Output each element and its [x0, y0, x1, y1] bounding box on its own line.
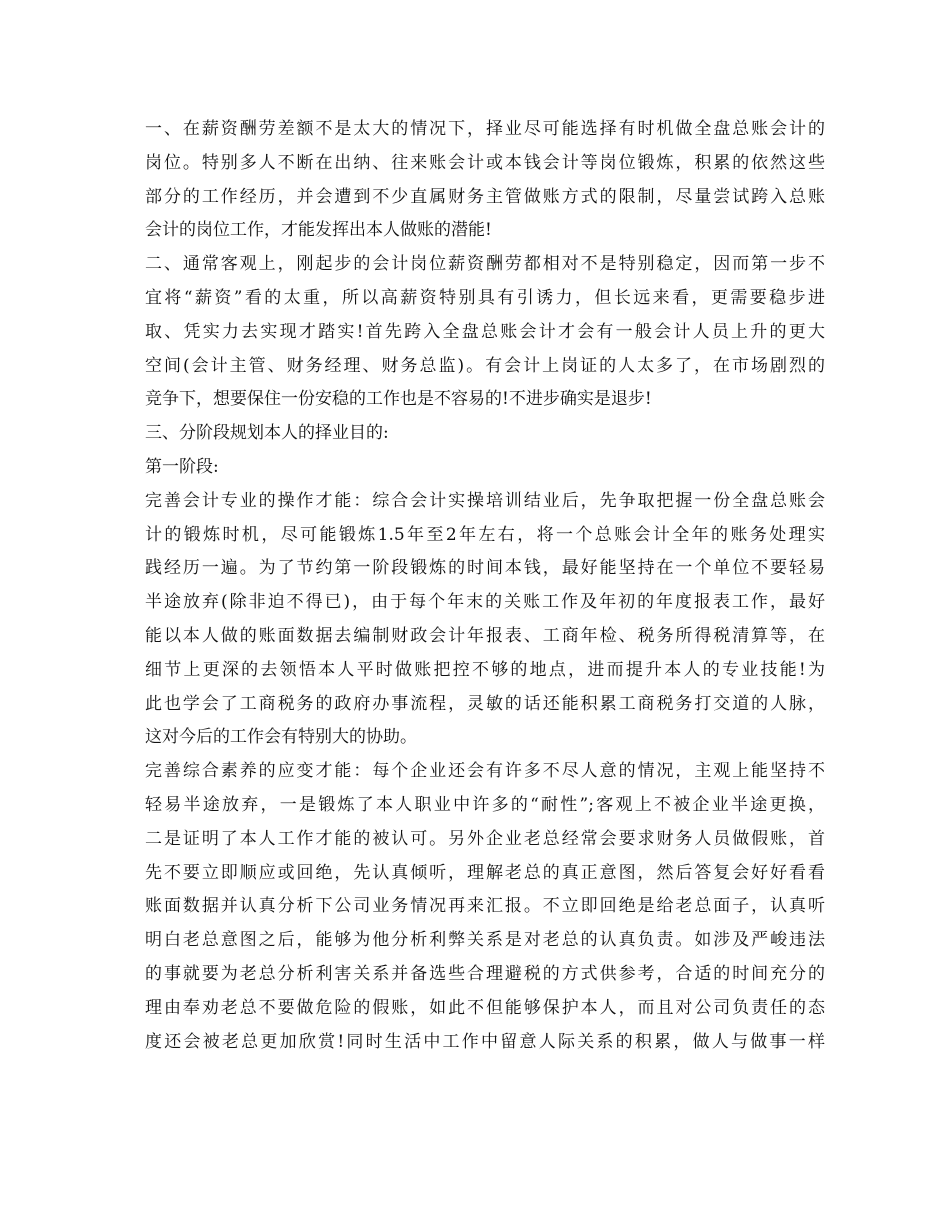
- paragraph-1-line-2: 岗位。特别多人不断在出纳、往来账会计或本钱会计等岗位锻炼，积累的依然这些: [145, 152, 825, 173]
- paragraph-1-line-1: 一、在薪资酬劳差额不是太大的情况下，择业尽可能选择有时机做全盘总账会计的: [145, 119, 825, 139]
- document-body: [145, 113, 825, 1059]
- paragraph-5-line-6: 明白老总意图之后，能够为他分析利弊关系是对老总的认真负责。如涉及严峻违法: [145, 930, 825, 951]
- paragraph-5-line-8: 理由奉劝老总不要做危险的假账，如此不但能够保护本人，而且对公司负责任的态: [145, 997, 825, 1018]
- paragraph-5-line-1: 完善综合素养的应变才能：每个企业还会有许多不尽人意的情况，主观上能坚持不: [145, 761, 825, 782]
- paragraph-4-line-3: 践经历一遍。为了节约第一阶段锻炼的时间本钱，最好能坚持在一个单位不要轻易: [145, 558, 825, 579]
- paragraph-4-line-7: 此也学会了工商税务的政府办事流程，灵敏的话还能积累工商税务打交道的人脉，: [145, 693, 825, 714]
- paragraph-4-line-1: 完善会计专业的操作才能：综合会计实操培训结业后，先争取把握一份全盘总账会: [145, 490, 825, 511]
- paragraph-2-line-2: 宜将“薪资”看的太重，所以高薪资特别具有引诱力，但长远来看，更需要稳步进: [145, 287, 825, 308]
- paragraph-5-line-3: 二是证明了本人工作才能的被认可。另外企业老总经常会要求财务人员做假账，首: [145, 828, 825, 849]
- paragraph-2-line-1: 二、通常客观上，刚起步的会计岗位薪资酬劳都相对不是特别稳定，因而第一步不: [145, 254, 825, 275]
- stage-1-heading: 第一阶段:: [145, 456, 219, 477]
- paragraph-5-line-4: 先不要立即顺应或回绝，先认真倾听，理解老总的真正意图，然后答复会好好看看: [145, 862, 825, 883]
- paragraph-4-line-4: 半途放弃(除非迫不得已)，由于每个年末的关账工作及年初的年度报表工作，最好: [145, 592, 825, 613]
- paragraph-4-line-2: 计的锻炼时机，尽可能锻炼1.5年至2年左右，将一个总账会计全年的账务处理实: [145, 524, 825, 545]
- paragraph-5-line-2: 轻易半途放弃，一是锻炼了本人职业中许多的“耐性”;客观上不被企业半途更换，: [145, 794, 825, 815]
- paragraph-1-line-3: 部分的工作经历，并会遭到不少直属财务主管做账方式的限制，尽量尝试跨入总账: [145, 186, 825, 207]
- paragraph-5-line-9: 度还会被老总更加欣赏!同时生活中工作中留意人际关系的积累，做人与做事一样: [145, 1031, 825, 1052]
- paragraph-5-line-5: 账面数据并认真分析下公司业务情况再来汇报。不立即回绝是给老总面子，认真听: [145, 896, 825, 917]
- section-3-heading: 三、分阶段规划本人的择业目的:: [145, 423, 389, 444]
- paragraph-1-line-4: 会计的岗位工作，才能发挥出本人做账的潜能!: [145, 220, 492, 241]
- paragraph-4-line-6: 细节上更深的去领悟本人平时做账把控不够的地点，进而提升本人的专业技能!为: [145, 659, 825, 680]
- paragraph-4-line-5: 能以本人做的账面数据去编制财政会计年报表、工商年检、税务所得税清算等，在: [145, 625, 825, 646]
- paragraph-2-line-4: 空间(会计主管、财务经理、财务总监)。有会计上岗证的人太多了，在市场剧烈的: [145, 355, 825, 376]
- paragraph-4-line-8: 这对今后的工作会有特别大的协助。: [145, 727, 417, 748]
- paragraph-2-line-3: 取、凭实力去实现才踏实!首先跨入全盘总账会计才会有一般会计人员上升的更大: [145, 321, 825, 342]
- paragraph-5-line-7: 的事就要为老总分析利害关系并备选些合理避税的方式供参考，合适的时间充分的: [145, 963, 825, 984]
- paragraph-2-line-5: 竞争下，想要保住一份安稳的工作也是不容易的!不进步确实是退步!: [145, 389, 652, 410]
